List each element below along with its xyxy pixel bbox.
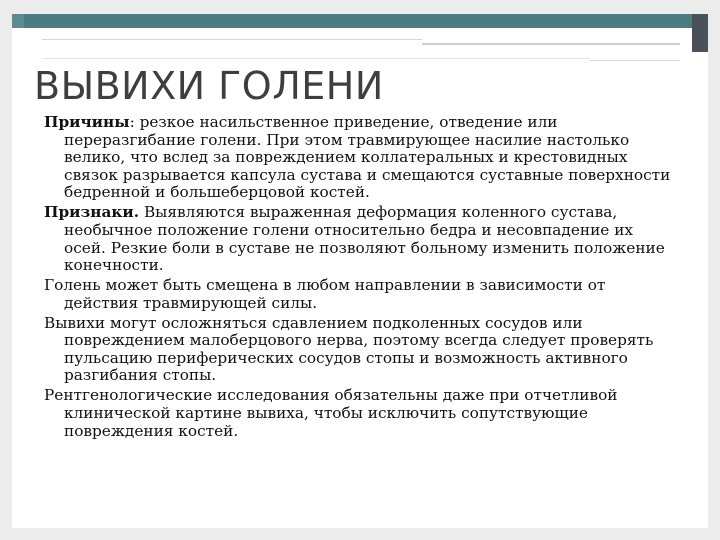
decorative-rule: [42, 58, 590, 59]
paragraph-causes: [44, 114, 676, 202]
slide-body: [44, 114, 676, 443]
paragraph-complications: [44, 315, 676, 385]
paragraph-label: Признаки.: [44, 203, 140, 222]
paragraph-label: Причины: [44, 113, 130, 131]
paragraph-text: Выявляются выраженная деформация коленного сустава, необычное положение голени относительно бедра и несовпадение их осей. Резкие боли в суставе не позволяют больному изменить положение конечности.: [64, 203, 665, 275]
slide-title: ВЫВИХИ ГОЛЕНИ: [34, 64, 384, 108]
paragraph-xray: [44, 387, 676, 440]
paragraph-text: Голень может быть смещена в любом направлении в зависимости от действия травмирующей силы.: [44, 276, 606, 312]
paragraph-text: : резкое насильственное приведение, отведение или переразгибание голени. При этом травмирующее насилие настолько велико, что вслед за повреждением коллатеральных и крестовидных связок разрывается капсула сустава и смещаются суставные поверхности бедренной и большеберцовой костей.: [64, 113, 671, 202]
decorative-rule: [590, 60, 680, 61]
paragraph-signs: [44, 204, 676, 274]
paragraph-text: Рентгенологические исследования обязательны даже при отчетливой клинической картине вывиха, чтобы исключить сопутствующие повреждения костей.: [44, 386, 618, 440]
decorative-rule: [422, 43, 680, 45]
decorative-rule: [42, 39, 422, 40]
top-right-corner-block: [692, 14, 708, 52]
paragraph-text: Вывихи могут осложняться сдавлением подколенных сосудов или повреждением малоберцового нерва, поэтому всегда следует проверять пульсацию периферических сосудов стопы и возможность активного разгибания стопы.: [44, 313, 654, 385]
paragraph-direction: [44, 277, 676, 312]
top-left-accent: [12, 14, 24, 28]
top-accent-band: [12, 14, 692, 28]
